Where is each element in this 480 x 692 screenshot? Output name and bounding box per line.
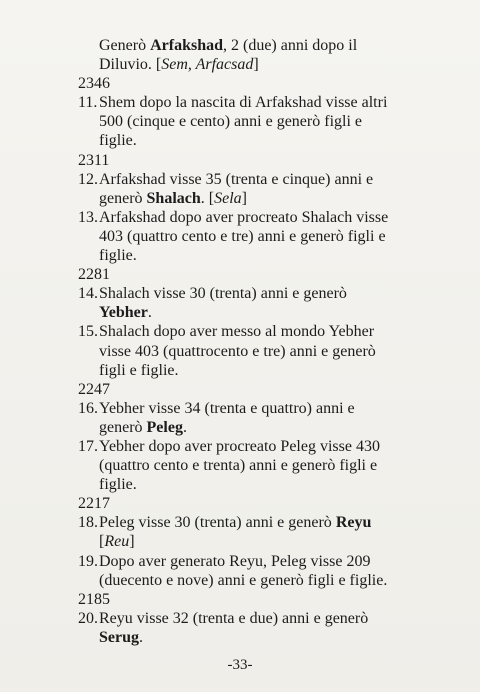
text-span: (duecento e nove) anni e generò figli e figlie. (99, 571, 388, 589)
text-span: . (139, 628, 143, 646)
text-line (78, 36, 423, 55)
text-line (78, 189, 423, 208)
verse-line (78, 322, 423, 341)
name-bold: Reyu (335, 514, 372, 532)
text-line (78, 303, 423, 322)
text-span: 500 (cinque e cento) anni e generò figli e (99, 113, 362, 131)
year-line (78, 265, 423, 284)
year-line (78, 151, 423, 170)
text-span: Arfakshad visse 35 (trenta e cinque) anni e (99, 170, 374, 188)
text-span: Peleg visse 30 (trenta) anni e generò (99, 514, 336, 532)
verse-number: 16. (78, 399, 98, 417)
note-italic: Sem, Arfacsad (161, 56, 254, 74)
text-line (78, 55, 423, 74)
text-span: figlie. (99, 476, 137, 494)
text-line (78, 532, 423, 551)
text-span: [ (99, 533, 105, 551)
year-line (78, 494, 423, 513)
verse-number: 18. (78, 514, 98, 532)
text-span: Yebher dopo aver procreato Peleg visse 430 (99, 437, 380, 455)
verse-number: 19. (78, 552, 98, 570)
verse-number: 12. (78, 170, 98, 188)
text-line (78, 131, 423, 150)
year-line (78, 590, 423, 609)
body-text (78, 36, 423, 647)
text-span: generò (99, 189, 147, 207)
text-line (78, 227, 423, 246)
verse-number: 11. (78, 94, 98, 112)
text-span: Shalach visse 30 (trenta) anni e generò (99, 285, 347, 303)
verse-line (78, 437, 423, 456)
text-span: 2217 (78, 495, 110, 513)
text-line (78, 246, 423, 265)
text-span: Diluvio. [ (99, 56, 162, 74)
verse-line (78, 93, 423, 112)
name-bold: Serug (99, 628, 139, 646)
text-span: Shem dopo la nascita di Arfakshad visse altri (99, 94, 388, 112)
verse-number: 15. (78, 323, 98, 341)
text-span: ] (241, 189, 247, 207)
verse-line (78, 399, 423, 418)
name-bold: Shalach (146, 189, 201, 207)
text-line (78, 571, 423, 590)
year-line (78, 74, 423, 93)
text-span: 2311 (78, 151, 110, 169)
text-line (78, 361, 423, 380)
text-span: 2247 (78, 380, 110, 398)
name-bold: Peleg (146, 418, 183, 436)
text-span: (quattro cento e trenta) anni e generò figli e (99, 457, 378, 475)
page-number: -33- (227, 657, 253, 673)
verse-line (78, 284, 423, 303)
verse-number: 14. (78, 285, 98, 303)
text-span: Reyu visse 32 (trenta e due) anni e generò (99, 609, 369, 627)
name-bold: Arfakshad (150, 37, 223, 54)
text-span: . (147, 304, 152, 322)
text-span: Yebher visse 34 (trenta e quattro) anni e (99, 399, 355, 417)
text-span: figli e figlie. (99, 361, 179, 379)
text-span: 2281 (78, 266, 110, 284)
verse-line (78, 170, 423, 189)
text-line (78, 628, 423, 647)
text-span: Arfakshad dopo aver procreato Shalach visse (99, 208, 389, 226)
text-span: ] (253, 56, 259, 74)
verse-line (78, 552, 423, 571)
year-line (78, 380, 423, 399)
text-span: . (182, 418, 187, 436)
verse-number: 17. (78, 437, 98, 455)
name-bold: Yebher (99, 304, 148, 322)
text-line (78, 456, 423, 475)
text-span: figlie. (99, 132, 137, 150)
verse-line (78, 208, 423, 227)
verse-number: 20. (78, 609, 98, 627)
text-line (78, 475, 423, 494)
text-span: Shalach dopo aver messo al mondo Yebher (99, 323, 375, 341)
note-italic: Sela (214, 189, 242, 207)
verse-line (78, 513, 423, 532)
text-span: ] (129, 533, 135, 551)
verse-line (78, 609, 423, 628)
text-span: generò (99, 418, 147, 436)
text-span: visse 403 (quattrocento e tre) anni e generò (99, 342, 376, 360)
text-span: 2185 (78, 590, 110, 608)
note-italic: Reu (104, 533, 130, 551)
text-span: 403 (quattro cento e tre) anni e generò figli e (99, 227, 386, 245)
verse-number: 13. (78, 208, 98, 226)
text-span: . [ (200, 189, 215, 207)
text-span: Dopo aver generato Reyu, Peleg visse 209 (99, 552, 371, 570)
text-line (78, 112, 423, 131)
text-span: Generò (99, 37, 151, 54)
text-line (78, 418, 423, 437)
text-span: figlie. (99, 247, 137, 265)
text-span: , 2 (due) anni dopo il (223, 37, 358, 54)
text-span: 2346 (78, 75, 110, 93)
text-line (78, 342, 423, 361)
